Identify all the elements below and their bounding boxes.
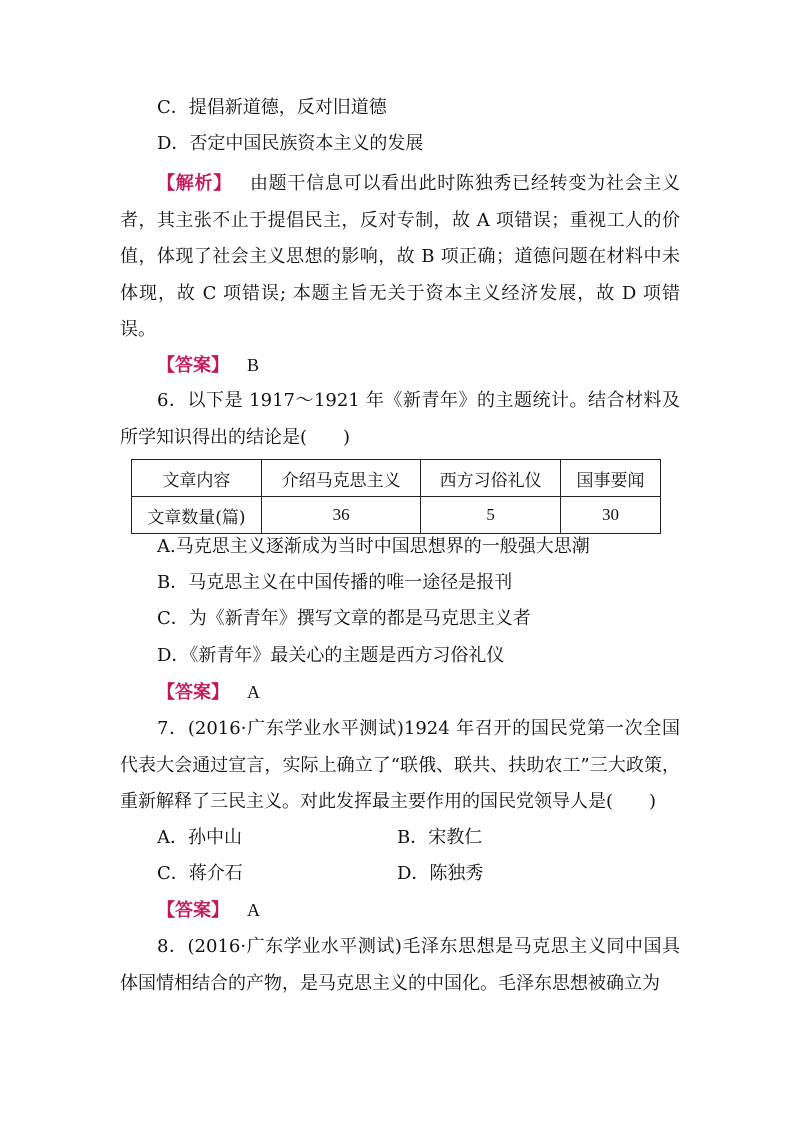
table-cell: 30 xyxy=(560,497,660,534)
answer-tag: 【答案】 xyxy=(157,900,229,921)
table-header-row xyxy=(132,460,661,497)
table-row xyxy=(132,497,661,534)
q5-option-c: C．提倡新道德，反对旧道德 xyxy=(157,97,387,118)
table-cell: 介绍马克思主义 xyxy=(261,460,420,497)
answer-tag: 【答案】 xyxy=(157,682,229,703)
q7-options-row-2 xyxy=(157,862,677,886)
q7-options-row-1 xyxy=(157,826,677,850)
q5-answer xyxy=(157,353,717,378)
q5-analysis xyxy=(120,166,680,349)
analysis-text: 由题干信息可以看出此时陈独秀已经转变为社会主义者，其主张不止于提倡民主，反对专制，故 A 项错误；重视工人的价值，体现了社会主义思想的影响，故 B 项正确；道德问题在材料中未体现，故 C 项错误; 本题主旨无关于资本主义经济发展，故 D 项错误。 xyxy=(120,173,681,340)
answer-value: A xyxy=(247,682,260,702)
q6-option-a: A.马克思主义逐渐成为当时中国思想界的一般强大思潮 xyxy=(157,536,590,557)
q7-answer xyxy=(157,898,717,923)
answer-value: A xyxy=(247,900,260,920)
q6-stem: 6．以下是 1917～1921 年《新青年》的主题统计。结合材料及所学知识得出的结论是( ) xyxy=(120,390,680,448)
q6-option-b: B．马克思主义在中国传播的唯一途径是报刊 xyxy=(157,572,513,593)
q6-answer xyxy=(157,680,717,705)
answer-value: B xyxy=(247,355,260,375)
table-cell: 文章内容 xyxy=(132,460,262,497)
table-cell: 36 xyxy=(261,497,420,534)
q7-option-d: D．陈独秀 xyxy=(397,863,484,884)
analysis-tag: 【解析】 xyxy=(157,173,232,194)
q7-option-c: C．蒋介石 xyxy=(157,863,243,884)
q6-option-d: D．《新青年》最关心的主题是西方习俗礼仪 xyxy=(157,645,505,666)
table-cell: 5 xyxy=(421,497,561,534)
q7-option-a: A．孙中山 xyxy=(157,827,242,848)
q5-option-d: D．否定中国民族资本主义的发展 xyxy=(157,133,424,154)
q6-option-c: C．为《新青年》撰写文章的都是马克思主义者 xyxy=(157,608,531,629)
q7-option-b: B．宋教仁 xyxy=(397,827,483,848)
q8-stem: 8．(2016·广东学业水平测试)毛泽东思想是马克思主义同中国具体国情相结合的产物，是马克思主义的中国化。毛泽东思想被确立为 xyxy=(120,936,680,994)
table-cell: 国事要闻 xyxy=(560,460,660,497)
table-cell: 文章数量(篇) xyxy=(132,497,262,534)
q7-stem: 7．(2016·广东学业水平测试)1924 年召开的国民党第一次全国代表大会通过宣言，实际上确立了“联俄、联共、扶助农工”三大政策，重新解释了三民主义。对此发挥最主要作用的国民党领导人是( ) xyxy=(120,718,680,812)
table-cell: 西方习俗礼仪 xyxy=(421,460,561,497)
answer-tag: 【答案】 xyxy=(157,355,229,376)
q6-statistics-table xyxy=(131,459,661,534)
